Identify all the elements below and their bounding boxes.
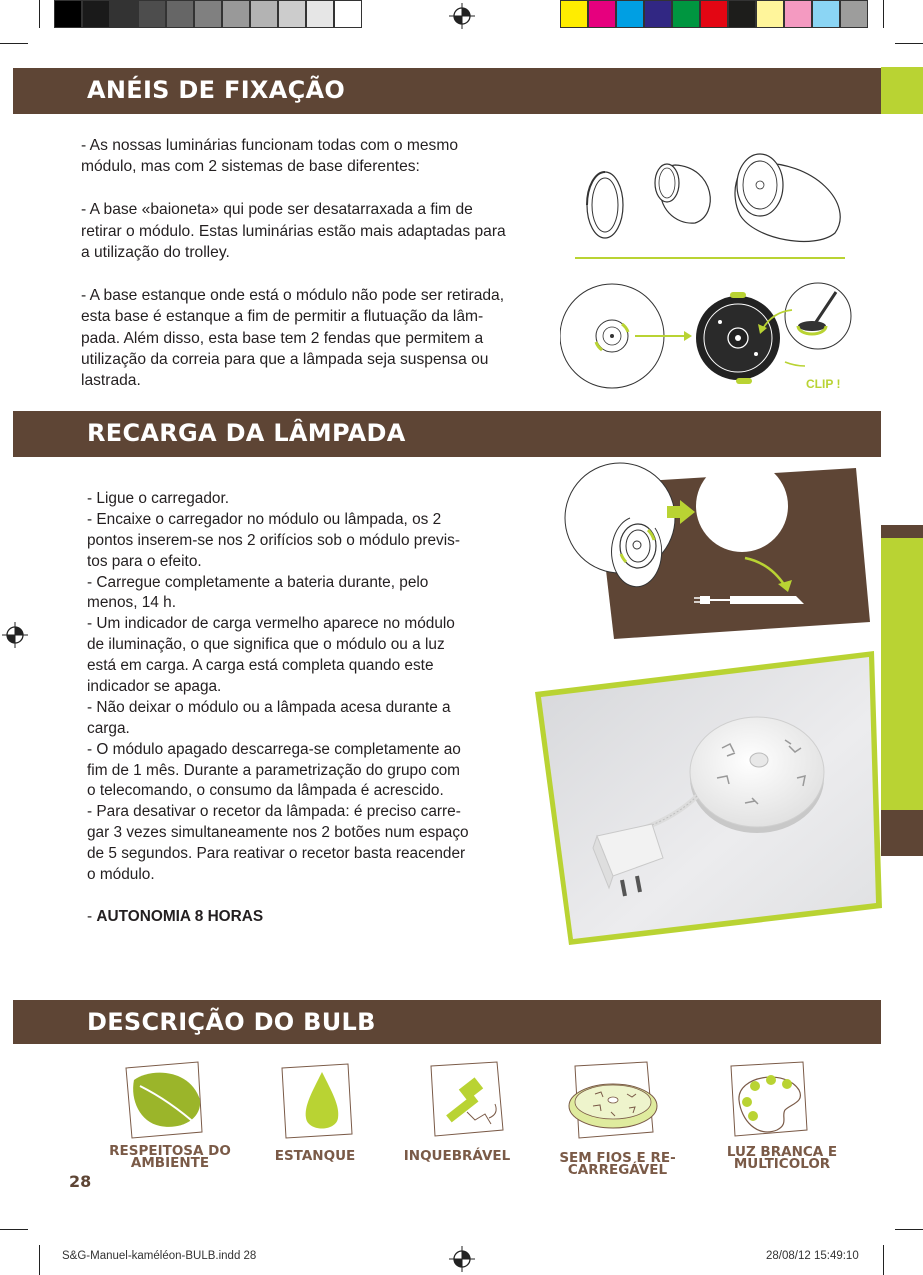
text-line: de 5 segundos. Para reativar o recetor basta reacender [87,845,466,863]
charging-diagram [560,446,880,646]
autonomy-value: AUTONOMIA 8 HORAS [96,908,264,925]
gray-swatch [54,0,82,28]
side-tab-green [881,538,923,810]
text-line: gar 3 vezes simultaneamente nos 2 botões num espaço [87,824,469,842]
text-line: a utilização do trolley. [81,243,230,261]
section-banner [13,1000,881,1044]
icon-label: ESTANQUE [274,1148,356,1164]
waterproof-base-clip-illustration [560,282,870,392]
color-swatch [588,0,616,28]
text-line: o telecomando, o consumo da lâmpada é acrescido. [87,782,444,800]
text-line: - Encaixe o carregador no módulo ou lâmpada, os 2 [87,510,442,528]
palette-icon [725,1060,815,1140]
icon-label: LUZ BRANCA E MULTICOLOR [726,1144,838,1172]
color-swatch [644,0,672,28]
registration-mark-icon [449,1246,475,1272]
gray-swatch [334,0,362,28]
fixing-rings-text [81,135,506,392]
color-swatch [728,0,756,28]
color-swatch [784,0,812,28]
text-line: - Para desativar o recetor da lâmpada: é preciso carre- [87,803,461,821]
section-title: ANÉIS DE FIXAÇÃO [87,76,346,104]
text-line [81,178,506,199]
charging-base-photo [527,648,887,948]
gray-swatch [250,0,278,28]
registration-mark-icon [2,622,28,648]
text-line: carga. [87,719,130,737]
gray-swatch [306,0,334,28]
icon-label: SEM FIOS E RE- CARREGÁVEL [559,1150,676,1178]
bulb-parts-illustration [565,145,855,263]
text-line: retirar o módulo. Estas luminárias estão mais adaptadas para [81,222,506,240]
crop-mark [883,0,884,28]
side-tab-brown [881,525,923,538]
crop-mark [0,1229,28,1230]
crop-mark [883,1245,884,1275]
color-swatch [840,0,868,28]
text-line: - As nossas luminárias funcionam todas com o mesmo [81,137,459,154]
page-number: 28 [69,1172,92,1191]
footer-filename: S&G-Manuel-kaméléon-BULB.indd 28 [62,1250,257,1262]
icon-label: RESPEITOSA DO AMBIENTE [109,1143,231,1171]
autonomy-line [87,907,263,928]
crop-mark [39,1245,40,1275]
color-swatch [560,0,588,28]
text-line: pontos inserem-se nos 2 orifícios sob o módulo previs- [87,531,460,549]
text-line: - Ligue o carregador. [87,490,230,507]
leaf-icon [120,1060,210,1140]
text-line: o módulo. [87,866,155,884]
charging-base-icon [565,1060,660,1140]
water-drop-icon [278,1062,358,1142]
text-line: - Não deixar o módulo ou a lâmpada acesa durante a [87,698,451,716]
text-line: - O módulo apagado descarrega-se completamente ao [87,740,461,758]
text-line: de iluminação, o que significa que o módulo ou a luz [87,636,445,654]
text-line: módulo, mas com 2 sistemas de base diferentes: [81,158,420,176]
text-line: - Carregue completamente a bateria durante, pelo [87,573,429,591]
recharging-text [87,489,469,886]
text-line: menos, 14 h. [87,594,176,612]
color-swatch [756,0,784,28]
color-swatch [616,0,644,28]
text-line: - A base estanque onde está o módulo não pode ser retirada, [81,286,505,304]
side-tab-green [881,67,923,114]
text-line: indicador se apaga. [87,678,222,696]
gray-swatch [110,0,138,28]
section-banner [13,68,881,114]
text-line: está em carga. A carga está completa quando este [87,657,434,675]
text-line: utilização da correia para que a lâmpada seja suspensa ou [81,350,489,368]
section-title: RECARGA DA LÂMPADA [87,419,406,447]
gray-swatch [222,0,250,28]
crop-mark [39,0,40,28]
color-swatch [700,0,728,28]
footer-date: 28/08/12 15:49:10 [766,1250,859,1262]
clip-label: CLIP ! [806,377,841,391]
text-line: esta base é estanque a fim de permitir a flutuação da lâm- [81,308,484,326]
color-swatch [812,0,840,28]
section-title: DESCRIÇÃO DO BULB [87,1008,376,1036]
text-line: - Um indicador de carga vermelho aparece no módulo [87,615,455,633]
crop-mark [895,43,923,44]
side-tab-brown [881,810,923,856]
gray-swatch [138,0,166,28]
icon-label: INQUEBRÁVEL [403,1148,511,1164]
gray-swatch [278,0,306,28]
text-line: pada. Além disso, esta base tem 2 fendas que permitem a [81,329,484,347]
registration-mark-icon [449,3,475,29]
gray-swatch [166,0,194,28]
autonomy-prefix: - [87,908,97,925]
gray-swatch [194,0,222,28]
gray-swatch [82,0,110,28]
crop-mark [0,43,28,44]
color-swatch [672,0,700,28]
crop-mark [895,1229,923,1230]
hammer-icon [425,1060,515,1140]
text-line: fim de 1 mês. Durante a parametrização do grupo com [87,761,460,779]
text-line: tos para o efeito. [87,552,202,570]
text-line: - A base «baioneta» qui pode ser desatarraxada a fim de [81,201,473,219]
text-line: lastrada. [81,372,141,390]
text-line [81,263,506,284]
